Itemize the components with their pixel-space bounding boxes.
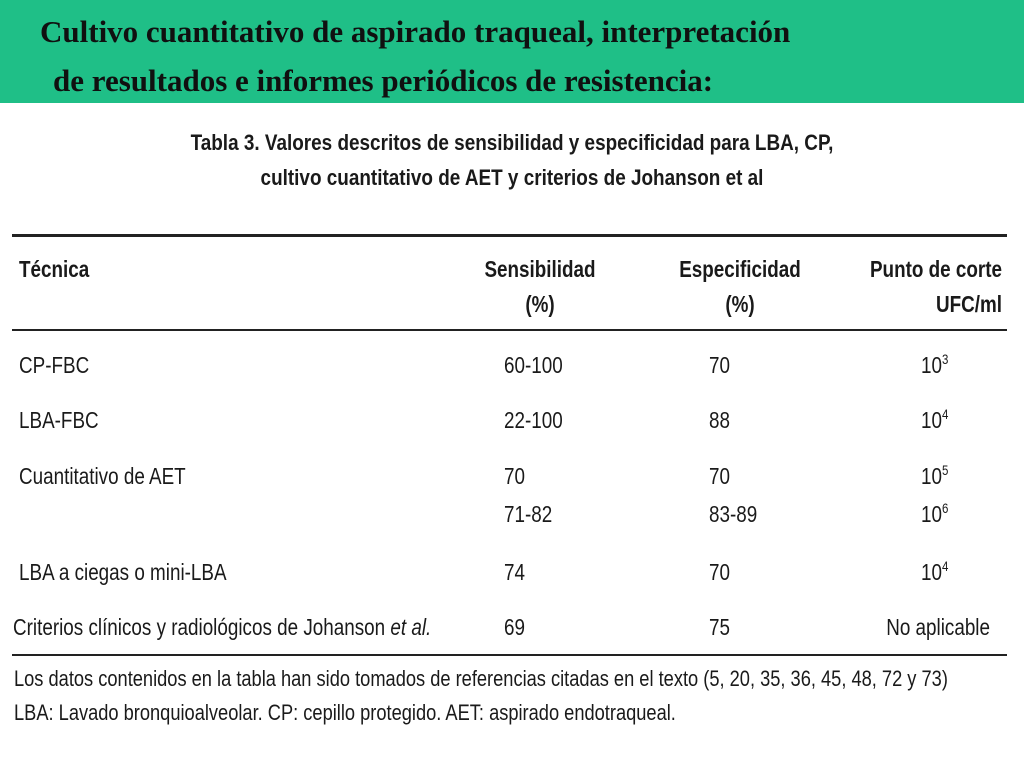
title-banner — [0, 0, 1024, 103]
table-row-5-punto: No aplicable — [886, 614, 990, 640]
table-row-1-especificidad: 88 — [709, 407, 730, 433]
table-row-1-punto: $10^4$ — [921, 406, 949, 433]
table-row-1-sensibilidad: 22-100 — [504, 407, 563, 433]
table-row-0-tecnica: CP-FBC — [19, 352, 90, 378]
header-especificidad-unit: (%) — [725, 291, 755, 317]
table-row-4-tecnica: LBA a ciegas o mini-LBA — [19, 559, 227, 585]
table-bottom-rule — [12, 654, 1007, 656]
header-sensibilidad: Sensibilidad — [484, 256, 596, 282]
table-row-2-tecnica: Cuantitativo de AET — [19, 463, 186, 489]
table-row-2-punto: $10^5$ — [921, 462, 949, 489]
slide-title-line-1: Cultivo cuantitativo de aspirado traqueal, interpretación — [40, 14, 791, 49]
header-especificidad: Especificidad — [679, 256, 801, 282]
table-row-1-tecnica: LBA-FBC — [19, 407, 99, 433]
table-row-0-sensibilidad: 60-100 — [504, 352, 563, 378]
table-row-4-sensibilidad: 74 — [504, 559, 525, 585]
table-footnote-sources: Los datos contenidos en la tabla han sido tomados de referencias citadas en el texto (5, 20, 35, 36, 45, 48, 72 y 73) — [14, 666, 948, 691]
table-row-5-sensibilidad: 69 — [504, 614, 525, 640]
table-top-rule — [12, 234, 1007, 237]
table-row-0-punto: $10^3$ — [921, 351, 949, 378]
header-punto-de-corte-unit: UFC/ml — [935, 291, 1002, 317]
table-row-5-especificidad: 75 — [709, 614, 730, 640]
table-caption-line-1: Tabla 3. Valores descritos de sensibilidad y especificidad para LBA, CP, — [190, 130, 834, 155]
table-caption-line-2: cultivo cuantitativo de AET y criterios de Johanson et al — [260, 165, 764, 190]
table-row-3-punto: $10^6$ — [921, 500, 949, 527]
table-row-5-tecnica: Criterios clínicos y radiológicos de Johanson et al. — [13, 614, 432, 640]
table-row-4-punto: $10^4$ — [921, 558, 949, 585]
table-row-2-sensibilidad: 70 — [504, 463, 525, 489]
header-sensibilidad-unit: (%) — [525, 291, 555, 317]
table-row-4-especificidad: 70 — [709, 559, 730, 585]
header-punto-de-corte: Punto de corte — [869, 256, 1002, 282]
header-tecnica: Técnica — [19, 256, 90, 282]
table-row-2-especificidad: 70 — [709, 463, 730, 489]
table-row-0-especificidad: 70 — [709, 352, 730, 378]
table-row-3-especificidad: 83-89 — [709, 501, 758, 527]
table-row-3-sensibilidad: 71-82 — [504, 501, 553, 527]
slide-title-line-2: de resultados e informes periódicos de resistencia: — [53, 63, 714, 98]
table-header-rule — [12, 329, 1007, 331]
table-image — [0, 103, 1024, 768]
table-footnote-abbreviations: LBA: Lavado bronquioalveolar. CP: cepillo protegido. AET: aspirado endotraqueal. — [14, 700, 676, 725]
